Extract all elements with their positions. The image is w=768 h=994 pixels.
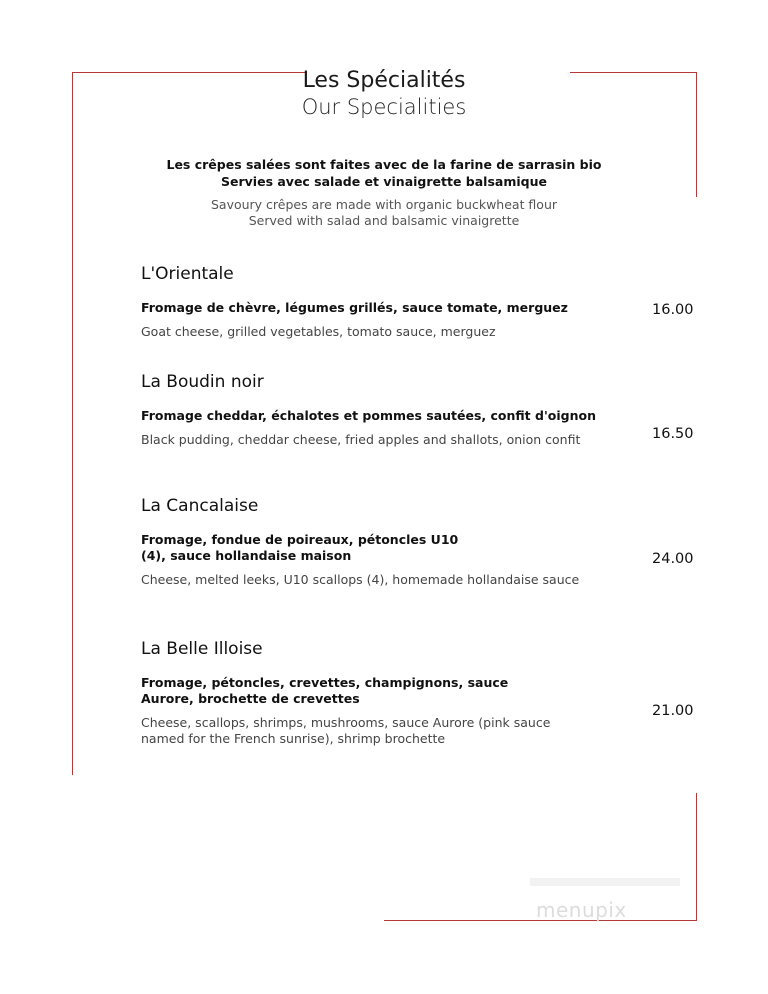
item-description-en: Goat cheese, grilled vegetables, tomato sauce, merguez bbox=[141, 324, 496, 339]
item-description-fr: Fromage, pétoncles, crevettes, champignons, sauce Aurore, brochette de crevettes bbox=[141, 675, 509, 706]
item-name: La Belle Illoise bbox=[141, 639, 263, 659]
item-description-fr: Fromage, fondue de poireaux, pétoncles U10 (4), sauce hollandaise maison bbox=[141, 532, 459, 563]
item-name: La Boudin noir bbox=[141, 372, 264, 392]
item-description-en: Cheese, scallops, shrimps, mushrooms, sauce Aurore (pink sauce named for the French sunrise), shrimp brochette bbox=[141, 715, 551, 746]
item-name: La Cancalaise bbox=[141, 496, 259, 516]
watermark-band bbox=[530, 878, 680, 886]
menu-item-belle-illoise bbox=[141, 639, 581, 747]
item-price: 16.00 bbox=[652, 302, 694, 318]
item-price: 21.00 bbox=[652, 703, 694, 719]
item-description-en: Cheese, melted leeks, U10 scallops (4), homemade hollandaise sauce bbox=[141, 572, 580, 587]
menu-item-cancalaise bbox=[141, 496, 580, 588]
page-subtitle: Our Specialities bbox=[301, 95, 467, 119]
item-description-en: Black pudding, cheddar cheese, fried apples and shallots, onion confit bbox=[141, 432, 581, 447]
item-description-fr: Fromage de chèvre, légumes grillés, sauce tomate, merguez bbox=[141, 300, 568, 315]
menu-item-orientale bbox=[141, 264, 641, 340]
item-price: 16.50 bbox=[652, 426, 694, 442]
intro-fr-line1: Les crêpes salées sont faites avec de la farine de sarrasin bio bbox=[166, 157, 602, 172]
menu-item-boudin-noir bbox=[141, 372, 641, 448]
intro-en-line1: Savoury crêpes are made with organic buckwheat flour bbox=[210, 197, 558, 212]
item-price: 24.00 bbox=[652, 551, 694, 567]
item-name: L'Orientale bbox=[141, 264, 234, 284]
frame-right-bottom bbox=[696, 793, 697, 921]
intro-fr-line2: Servies avec salade et vinaigrette balsamique bbox=[221, 174, 547, 189]
intro-en-line2: Served with salad and balsamic vinaigrette bbox=[248, 213, 520, 228]
watermark-logo: menupix bbox=[536, 898, 627, 922]
page-title: Les Spécialités bbox=[302, 68, 466, 93]
item-description-fr: Fromage cheddar, échalotes et pommes sautées, confit d'oignon bbox=[141, 408, 596, 423]
